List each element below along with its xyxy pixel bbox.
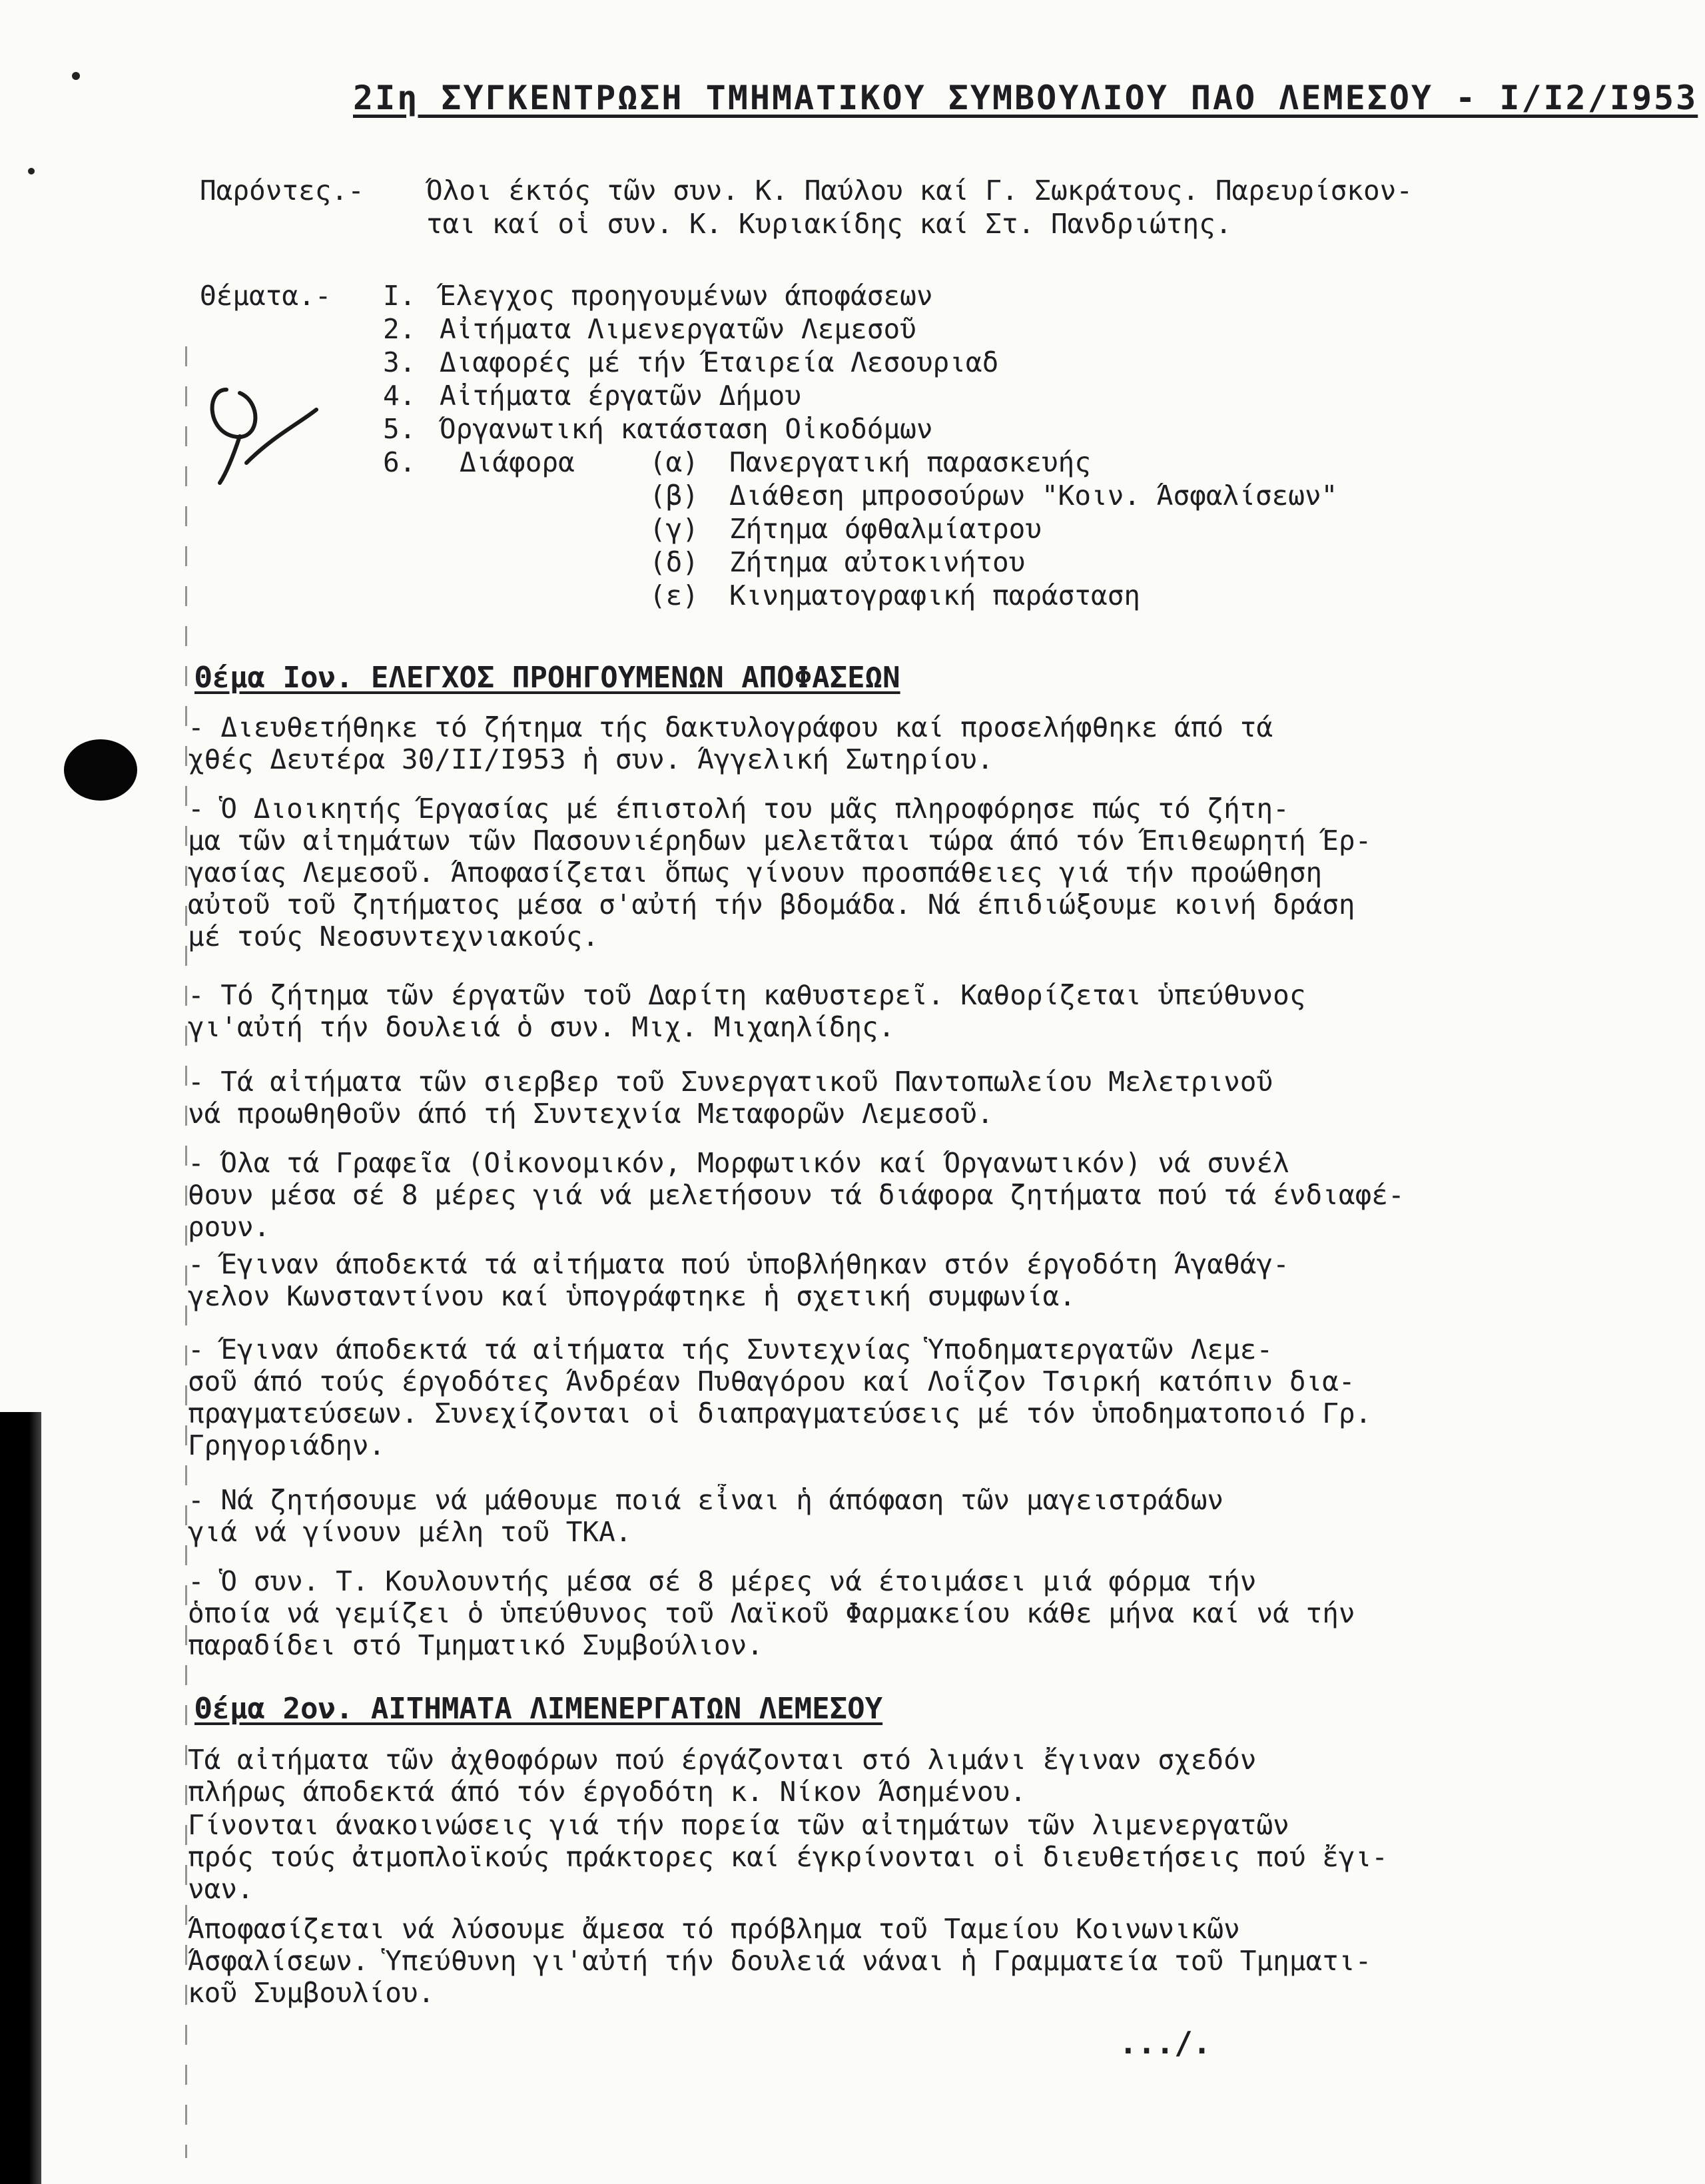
document-title: 2Iη ΣΥΓΚΕΝΤΡΩΣΗ ΤΜΗΜΑΤΙΚΟΥ ΣΥΜΒΟΥΛΙΟΥ ΠΑΟ ΛΕΜΕΣΟΥ - I/I2/I953 xyxy=(353,79,1698,117)
section-2-heading: Θέμα 2ον. ΑΙΤΗΜΑΤΑ ΛΙΜΕΝΕΡΓΑΤΩΝ ΛΕΜΕΣΟΥ xyxy=(194,1692,883,1726)
text-line: Γίνονται άνακοινώσεις γιά τήν πορεία τῶν αἰτημάτων τῶν λιμενεργατῶν xyxy=(188,1809,1289,1841)
topic-number: 6. xyxy=(383,446,416,478)
ink-blot xyxy=(64,739,137,801)
topic-text: Διάφορα xyxy=(460,446,575,478)
text-line: ρουν. xyxy=(188,1211,270,1243)
subtopic-text: Πανεργατική παρασκευής xyxy=(729,446,1092,478)
paragraph xyxy=(188,793,1686,952)
text-line: νά προωθηθοῦν άπό τή Συντεχνία Μεταφορῶν Λεμεσοῦ. xyxy=(188,1098,994,1130)
topic-text: Όργανωτική κατάσταση Οἰκοδόμων xyxy=(440,413,933,445)
text-line: ὁποία νά γεμίζει ὁ ὑπεύθυνος τοῦ Λαϊκοῦ Φαρμακείου κάθε μήνα καί νά τήν xyxy=(188,1597,1355,1629)
topic-number: 3. xyxy=(383,346,416,378)
subtopic-letter: (α) xyxy=(649,446,699,478)
text-line: γελον Κωνσταντίνου καί ὑπογράφτηκε ἡ σχετική συμφωνία. xyxy=(188,1280,1076,1312)
scan-edge-shadow xyxy=(0,1412,41,2184)
text-line: - Τό ζήτημα τῶν έργατῶν τοῦ Δαρίτη καθυστερεῖ. Καθορίζεται ὑπεύθυνος xyxy=(188,979,1306,1011)
text-line: γασίας Λεμεσοῦ. Άποφασίζεται ὅπως γίνουν προσπάθειες γιά τήν προώθηση xyxy=(188,857,1323,889)
text-line: χθές Δευτέρα 30/II/I953 ἡ συν. Άγγελική Σωτηρίου. xyxy=(188,743,994,775)
text-line: πλήρως άποδεκτά άπό τόν έργοδότη κ. Νίκον Άσημένου. xyxy=(188,1776,1026,1808)
paragraph xyxy=(188,1333,1686,1461)
text-line: κοῦ Συμβουλίου. xyxy=(188,1977,435,2009)
subtopic-letter: (γ) xyxy=(649,513,699,545)
paragraph xyxy=(188,1248,1686,1312)
text-line: σοῦ άπό τούς έργοδότες Άνδρέαν Πυθαγόρου καί Λοΐζον Τσιρκή κατόπιν δια- xyxy=(188,1365,1355,1397)
text-line: Άσφαλίσεων. Ὑπεύθυνη γι'αὐτή τήν δουλειά νάναι ἡ Γραμματεία τοῦ Τμηματι- xyxy=(188,1945,1372,1977)
paragraph xyxy=(188,1565,1686,1661)
topic-text: Έλεγχος προηγουμένων άποφάσεων xyxy=(440,280,933,312)
continuation-mark: .../. xyxy=(1119,2025,1211,2061)
text-line: γι'αὐτή τήν δουλειά ὁ συν. Μιχ. Μιχαηλίδης. xyxy=(188,1011,895,1043)
topic-number: 2. xyxy=(383,313,416,345)
paragraph xyxy=(188,979,1686,1043)
margin-rule-line xyxy=(185,346,187,2158)
topic-number: I. xyxy=(383,280,416,312)
scan-speck xyxy=(72,72,80,80)
subtopic-letter: (ε) xyxy=(649,579,699,611)
topic-number: 4. xyxy=(383,380,416,412)
text-line: - Έγιναν άποδεκτά τά αἰτήματα τής Συντεχνίας Ὑποδηματεργατῶν Λεμε- xyxy=(188,1333,1273,1365)
subtopic-text: Ζήτημα όφθαλμίατρου xyxy=(729,513,1042,545)
paragraph xyxy=(188,1913,1686,2009)
topic-text: Αἰτήματα Λιμενεργατῶν Λεμεσοῦ xyxy=(440,313,916,345)
handwritten-mark xyxy=(200,363,326,496)
text-line: πραγματεύσεων. Συνεχίζονται οἱ διαπραγματεύσεις μέ τόν ὑποδηματοποιό Γρ. xyxy=(188,1397,1372,1429)
text-line: αὐτοῦ τοῦ ζητήματος μέσα σ'αὐτή τήν βδομάδα. Νά έπιδιώξουμε κοινή δράση xyxy=(188,889,1355,920)
scan-speck xyxy=(28,168,35,175)
text-line: πρός τούς ἀτμοπλοϊκούς πράκτορες καί έγκρίνονται οἱ διευθετήσεις πού ἔγι- xyxy=(188,1841,1388,1873)
subtopic-text: Διάθεση μπροσούρων "Κοιν. Άσφαλίσεων" xyxy=(729,480,1338,512)
topics-label: Θέματα.- xyxy=(200,280,332,312)
text-line: - Ὁ συν. Τ. Κουλουντής μέσα σέ 8 μέρες νά έτοιμάσει μιά φόρμα τήν xyxy=(188,1565,1257,1597)
present-line: ται καί οἱ συν. Κ. Κυριακίδης καί Στ. Πανδριώτης. xyxy=(426,208,1232,240)
topic-text: Διαφορές μέ τήν Έταιρεία Λεσουριαδ xyxy=(440,346,999,378)
paragraph xyxy=(188,1066,1686,1130)
text-line: - Νά ζητήσουμε νά μάθουμε ποιά εἶναι ἡ άπόφαση τῶν μαγειστράδων xyxy=(188,1484,1224,1516)
text-line: - Διευθετήθηκε τό ζήτημα τής δακτυλογράφου καί προσελήφθηκε άπό τά xyxy=(188,711,1273,743)
text-line: - Έγιναν άποδεκτά τά αἰτήματα πού ὑποβλήθηκαν στόν έργοδότη Άγαθάγ- xyxy=(188,1248,1289,1280)
text-line: Άποφασίζεται νά λύσουμε ἄμεσα τό πρόβλημα τοῦ Ταμείου Κοινωνικῶν xyxy=(188,1913,1240,1945)
subtopic-text: Κινηματογραφική παράσταση xyxy=(729,579,1141,611)
subtopic-text: Ζήτημα αὐτοκινήτου xyxy=(729,546,1026,578)
present-line: Όλοι έκτός τῶν συν. Κ. Παύλου καί Γ. Σωκράτους. Παρευρίσκον- xyxy=(426,175,1413,206)
subtopic-letter: (β) xyxy=(649,480,699,512)
paragraph xyxy=(188,1744,1686,1808)
text-line: μα τῶν αἰτημάτων τῶν Πασουνιέρηδων μελετᾶται τώρα άπό τόν Έπιθεωρητή Έρ- xyxy=(188,825,1372,857)
subtopic-letter: (δ) xyxy=(649,546,699,578)
topic-text: Αἰτήματα έργατῶν Δήμου xyxy=(440,380,802,412)
topic-number: 5. xyxy=(383,413,416,445)
text-line: μέ τούς Νεοσυντεχνιακούς. xyxy=(188,920,599,952)
section-1-heading: Θέμα Ιον. ΕΛΕΓΧΟΣ ΠΡΟΗΓΟΥΜΕΝΩΝ ΑΠΟΦΑΣΕΩΝ xyxy=(194,661,900,695)
text-line: θουν μέσα σέ 8 μέρες γιά νά μελετήσουν τά διάφορα ζητήματα πού τά ένδιαφέ- xyxy=(188,1179,1405,1211)
paragraph xyxy=(188,711,1686,775)
text-line: γιά νά γίνουν μέλη τοῦ ΤΚΑ. xyxy=(188,1516,632,1548)
paragraph xyxy=(188,1809,1686,1905)
text-line: - Ὁ Διοικητής Έργασίας μέ έπιστολή του μᾶς πληροφόρησε πώς τό ζήτη- xyxy=(188,793,1289,825)
text-line: ναν. xyxy=(188,1873,254,1905)
paragraph xyxy=(188,1484,1686,1548)
paragraph xyxy=(188,1147,1686,1243)
text-line: - Όλα τά Γραφεῖα (Οἰκονομικόν, Μορφωτικόν καί Όργανωτικόν) νά συνέλ xyxy=(188,1147,1289,1179)
text-line: Γρηγοριάδην. xyxy=(188,1429,386,1461)
text-line: - Τά αἰτήματα τῶν σιερβερ τοῦ Συνεργατικοῦ Παντοπωλείου Μελετρινοῦ xyxy=(188,1066,1273,1098)
text-line: Τά αἰτήματα τῶν ἀχθοφόρων πού έργάζονται στό λιμάνι ἔγιναν σχεδόν xyxy=(188,1744,1257,1776)
present-label: Παρόντες.- xyxy=(200,175,364,206)
text-line: παραδίδει στό Τμηματικό Συμβούλιον. xyxy=(188,1629,763,1661)
